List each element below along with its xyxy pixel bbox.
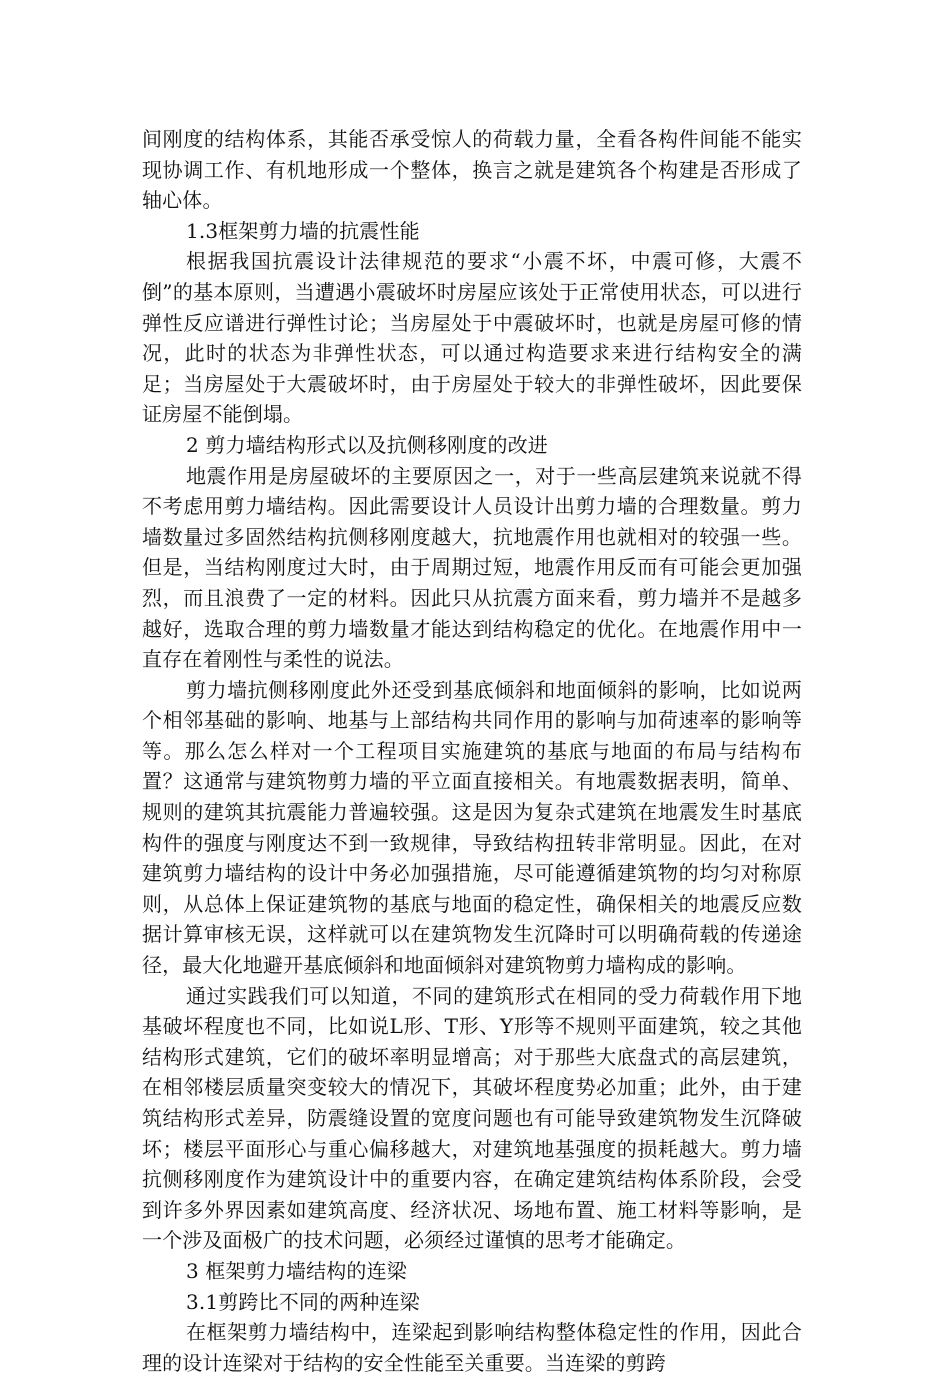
section-heading-3: 3 框架剪力墙结构的连梁 (186, 1258, 407, 1283)
section-heading-2: 2 剪力墙结构形式以及抗侧移刚度的改进 (186, 432, 548, 457)
document-page (142, 124, 802, 1378)
section-heading-3-1: 3.1剪跨比不同的两种连梁 (186, 1289, 420, 1314)
paragraph-continued: 间刚度的结构体系，其能否承受惊人的荷载力量，全看各构件间能不能实现协调工作、有机地形成一个整体，换言之就是建筑各个构建是否形成了轴心体。 (142, 127, 802, 213)
section-heading-1-3: 1.3框架剪力墙的抗震性能 (186, 218, 420, 243)
paragraph: 剪力墙抗侧移刚度此外还受到基底倾斜和地面倾斜的影响，比如说两个相邻基础的影响、地基与上部结构共同作用的影响与加荷速率的影响等等。那么怎么样对一个工程项目实施建筑的基底与地面的布局与结构布置？这通常与建筑物剪力墙的平立面直接相关。有地震数据表明，简单、规则的建筑其抗震能力普遍较强。这是因为复杂式建筑在地震发生时基底构件的强度与刚度达不到一致规律，导致结构扭转非常明显。因此，在对建筑剪力墙结构的设计中务必加强措施，尽可能遵循建筑物的均匀对称原则，从总体上保证建筑物的基底与地面的稳定性，确保相关的地震反应数据计算审核无误，这样就可以在建筑物发生沉降时可以明确荷载的传递途径，最大化地避开基底倾斜和地面倾斜对建筑物剪力墙构成的影响。 (142, 677, 802, 978)
paragraph: 根据我国抗震设计法律规范的要求“小震不坏，中震可修，大震不倒”的基本原则，当遭遇小震破坏时房屋应该处于正常使用状态，可以进行弹性反应谱进行弹性讨论；当房屋处于中震破坏时，也就是房屋可修的情况，此时的状态为非弹性状态，可以通过构造要求来进行结构安全的满足；当房屋处于大震破坏时，由于房屋处于较大的非弹性破坏，因此要保证房屋不能倒塌。 (142, 249, 802, 427)
paragraph: 在框架剪力墙结构中，连梁起到影响结构整体稳定性的作用，因此合理的设计连梁对于结构的安全性能至关重要。当连梁的剪跨 (142, 1320, 802, 1375)
paragraph: 地震作用是房屋破坏的主要原因之一，对于一些高层建筑来说就不得不考虑用剪力墙结构。因此需要设计人员设计出剪力墙的合理数量。剪力墙数量过多固然结构抗侧移刚度越大，抗地震作用也就相对的较强一些。但是，当结构刚度过大时，由于周期过短，地震作用反而有可能会更加强烈，而且浪费了一定的材料。因此只从抗震方面来看，剪力墙并不是越多越好，选取合理的剪力墙数量才能达到结构稳定的优化。在地震作用中一直存在着刚性与柔性的说法。 (142, 463, 802, 672)
paragraph: 通过实践我们可以知道，不同的建筑形式在相同的受力荷载作用下地基破坏程度也不同，比如说L形、T形、Y形等不规则平面建筑，较之其他结构形式建筑，它们的破坏率明显增高；对于那些大底盘式的高层建筑，在相邻楼层质量突变较大的情况下，其破坏程度势必加重；此外，由于建筑结构形式差异，防震缝设置的宽度问题也有可能导致建筑物发生沉降破坏；楼层平面形心与重心偏移越大，对建筑地基强度的损耗越大。剪力墙抗侧移刚度作为建筑设计中的重要内容，在确定建筑结构体系阶段，会受到许多外界因素如建筑高度、经济状况、场地布置、施工材料等影响，是一个涉及面极广的技术问题，必须经过谨慎的思考才能确定。 (142, 983, 802, 1253)
